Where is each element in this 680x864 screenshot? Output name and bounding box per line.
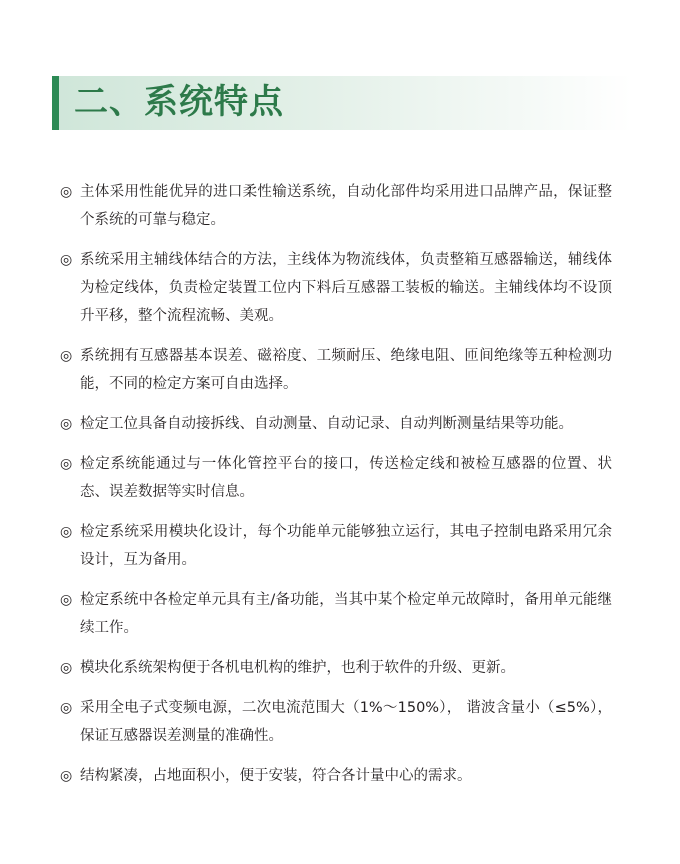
- section-header: [52, 76, 632, 130]
- bullet-icon: ◎: [60, 252, 73, 268]
- feature-list: [60, 178, 612, 802]
- feature-item-7: [60, 586, 612, 642]
- feature-item-9: [60, 694, 612, 750]
- feature-item-10: [60, 762, 612, 790]
- feature-text: 系统拥有互感器基本误差、磁裕度、工频耐压、绝缘电阻、匝间绝缘等五种检测功能，不同的检定方案可自由选择。: [80, 348, 612, 392]
- feature-item-1: [60, 178, 612, 234]
- feature-item-8: [60, 654, 612, 682]
- feature-text: 采用全电子式变频电源，二次电流范围大（1%～150%）， 谐波含量小（≤5%），保证互感器误差测量的准确性。: [80, 700, 612, 744]
- bullet-icon: ◎: [60, 416, 73, 432]
- feature-item-6: [60, 518, 612, 574]
- feature-item-2: [60, 246, 612, 330]
- feature-text: 模块化系统架构便于各机电机构的维护，也利于软件的升级、更新。: [80, 660, 515, 676]
- feature-item-4: [60, 410, 612, 438]
- feature-item-3: [60, 342, 612, 398]
- bullet-icon: ◎: [60, 660, 73, 676]
- feature-text: 检定系统采用模块化设计，每个功能单元能够独立运行，其电子控制电路采用冗余设计，互为备用。: [80, 524, 612, 568]
- section-title: 二、系统特点: [74, 82, 284, 122]
- bullet-icon: ◎: [60, 768, 73, 784]
- feature-item-5: [60, 450, 612, 506]
- feature-text: 检定工位具备自动接拆线、自动测量、自动记录、自动判断测量结果等功能。: [80, 416, 573, 432]
- bullet-icon: ◎: [60, 348, 73, 364]
- bullet-icon: ◎: [60, 592, 73, 608]
- feature-text: 检定系统中各检定单元具有主/备功能，当其中某个检定单元故障时，备用单元能继续工作。: [80, 592, 612, 636]
- feature-text: 主体采用性能优异的进口柔性输送系统，自动化部件均采用进口品牌产品，保证整个系统的可靠与稳定。: [80, 184, 612, 228]
- feature-text: 结构紧凑，占地面积小，便于安装，符合各计量中心的需求。: [80, 768, 472, 784]
- feature-text: 检定系统能通过与一体化管控平台的接口，传送检定线和被检互感器的位置、状态、误差数据等实时信息。: [80, 456, 612, 500]
- bullet-icon: ◎: [60, 700, 73, 716]
- feature-text: 系统采用主辅线体结合的方法，主线体为物流线体，负责整箱互感器输送，辅线体为检定线体，负责检定装置工位内下料后互感器工装板的输送。主辅线体均不设顶升平移，整个流程流畅、美观。: [80, 252, 612, 324]
- bullet-icon: ◎: [60, 524, 73, 540]
- bullet-icon: ◎: [60, 456, 73, 472]
- bullet-icon: ◎: [60, 184, 73, 200]
- header-accent-bar: [52, 76, 59, 130]
